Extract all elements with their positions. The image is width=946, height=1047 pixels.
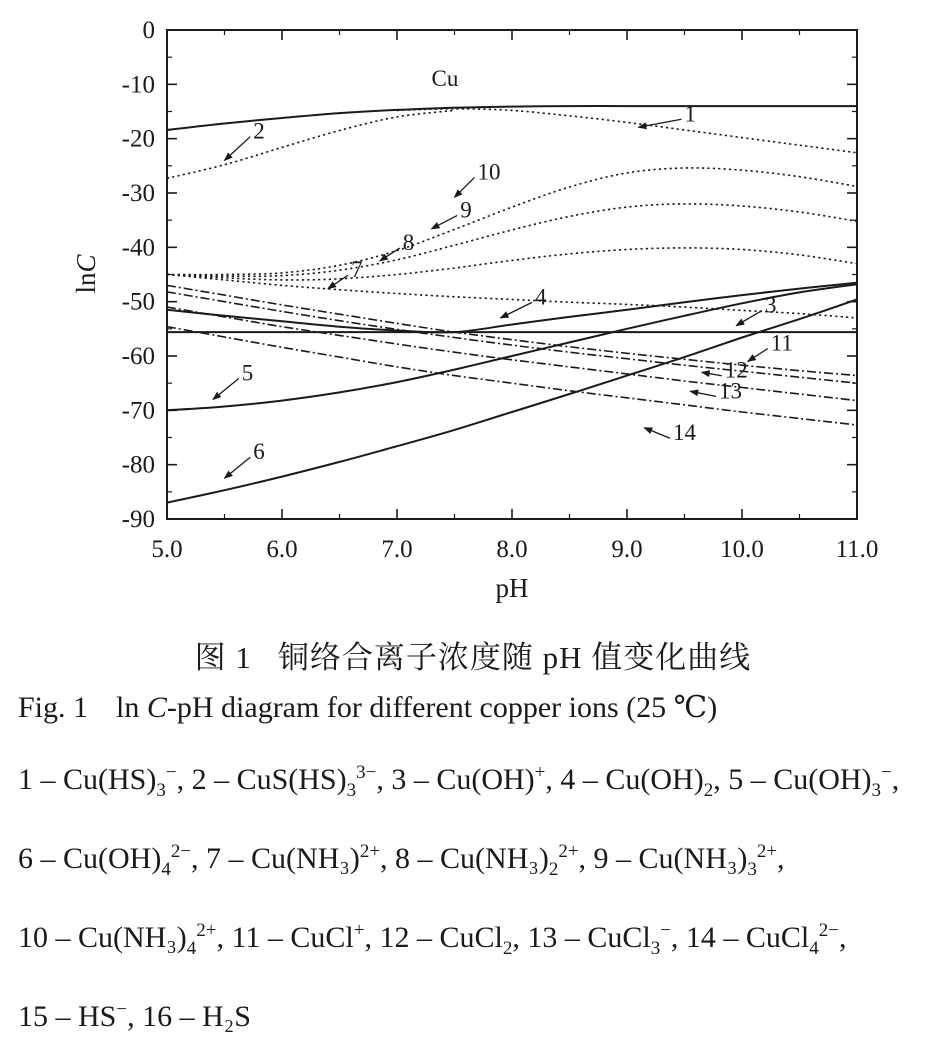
legend-item-number: 15 – — [18, 1000, 78, 1033]
y-tick-label: -50 — [121, 288, 155, 316]
legend-item — [560, 763, 714, 801]
legend-item-superscript: + — [353, 920, 365, 941]
curve-label-8: 8 — [402, 230, 415, 256]
curve-label-arrow — [748, 349, 768, 362]
curve-labels — [213, 66, 793, 478]
legend-item-superscript: 2+ — [558, 841, 579, 862]
legend-item-formula: HS — [78, 1000, 117, 1033]
curve-8 — [167, 248, 857, 283]
x-tick-label: 9.0 — [611, 536, 643, 563]
curve-label-cu: Cu — [431, 65, 459, 91]
curve-label-5: 5 — [241, 360, 254, 386]
legend-item — [593, 841, 778, 880]
curves — [167, 106, 857, 503]
curve-7 — [167, 275, 857, 319]
curve-label-9: 9 — [460, 197, 472, 223]
y-tick-label: 0 — [142, 17, 155, 44]
legend-item-subscript: 2 — [548, 859, 559, 880]
legend-item — [18, 920, 217, 959]
legend-item-formula: H₂S — [202, 1000, 251, 1033]
legend-item-number: 9 – — [593, 842, 639, 875]
legend-item-superscript: − — [165, 762, 177, 783]
legend-item-number: 16 – — [142, 1000, 203, 1033]
y-tick-label: -10 — [121, 71, 155, 99]
legend-item-number: 7 – — [206, 842, 252, 875]
y-axis-label-prefix: ln — [71, 272, 101, 294]
legend-item-number: 13 – — [527, 921, 588, 954]
legend-item-subscript: 3 — [346, 780, 357, 801]
legend-item-number: 5 – — [728, 763, 774, 796]
legend-item-number: 6 – — [18, 842, 63, 875]
legend-item-formula: Cu(OH) — [773, 763, 872, 796]
legend-item-formula: Cu(OH) — [63, 842, 162, 875]
caption-cn-title: 铜络合离子浓度随 pH 值变化曲线 — [277, 640, 752, 675]
legend-item — [685, 920, 839, 959]
legend-item-subscript: 3 — [747, 859, 757, 880]
legend-item-number: 1 – — [18, 763, 63, 796]
legend-item — [206, 842, 380, 875]
legend-item-subscript: 3 — [156, 780, 166, 801]
legend-item-subscript: 2 — [502, 938, 513, 959]
curve-label-arrow — [736, 311, 762, 326]
legend-item-superscript: 2+ — [359, 841, 381, 862]
legend-item-number: 8 – — [395, 842, 441, 875]
legend-item-superscript: 2+ — [196, 920, 217, 941]
y-tick-label: -90 — [121, 506, 155, 533]
curve-9 — [167, 204, 857, 276]
legend-item — [18, 762, 177, 801]
curve-14 — [167, 327, 857, 425]
x-tick-label: 10.0 — [720, 536, 764, 563]
caption-en-rest: -pH diagram for different copper ions (25 ℃) — [166, 691, 718, 724]
plot-frame — [167, 30, 857, 519]
curve-label-arrow — [639, 119, 682, 127]
legend-item-formula: Cu(OH) — [605, 763, 704, 796]
x-tick-label: 5.0 — [151, 536, 183, 563]
caption-en-prefix: ln — [116, 691, 147, 724]
curve-label-1: 1 — [684, 101, 696, 127]
legend-item — [18, 841, 192, 880]
y-axis-label — [71, 254, 101, 294]
y-tick-label: -20 — [121, 125, 155, 153]
legend-item-superscript: − — [660, 920, 671, 941]
curve-label-arrow — [455, 177, 475, 197]
curve-label-arrow — [225, 457, 251, 478]
legend-item-formula: CuCl — [587, 921, 651, 954]
x-tick-label: 7.0 — [381, 536, 413, 563]
curve-label-2: 2 — [253, 118, 265, 144]
x-tick-label: 11.0 — [835, 536, 879, 563]
legend-item-formula: Cu(NH₃) — [638, 842, 748, 875]
y-tick-label: -30 — [121, 180, 155, 207]
curve-label-arrow — [225, 137, 251, 161]
curve-label-arrow — [690, 391, 716, 396]
legend-item — [728, 762, 892, 801]
curve-label-6: 6 — [253, 439, 265, 465]
curve-label-7: 7 — [351, 257, 363, 283]
legend-item-formula: CuS(HS) — [236, 763, 347, 796]
legend-item — [527, 920, 671, 959]
legend-item-formula: Cu(NH₃) — [78, 921, 187, 954]
curve-label-arrow — [644, 428, 670, 438]
y-tick-label: -40 — [121, 234, 155, 262]
legend-item-number: 11 – — [231, 921, 291, 954]
caption-en-var: C — [146, 691, 167, 724]
legend-item-formula: Cu(NH₃) — [251, 842, 360, 875]
legend-item — [395, 841, 579, 880]
curve-label-arrow — [702, 372, 722, 375]
legend-item-formula: CuCl — [290, 921, 354, 954]
curve-label-arrow — [213, 378, 239, 399]
legend-item — [232, 921, 365, 954]
curve-10 — [167, 168, 857, 275]
caption-en-fig-num: Fig. 1 — [18, 691, 89, 724]
curve-label-arrow — [501, 302, 533, 318]
legend-item-subscript: 3 — [871, 780, 882, 801]
legend-item-formula: CuCl — [745, 921, 810, 954]
legend-item — [191, 762, 377, 801]
curve-label-13: 13 — [719, 378, 742, 404]
curve-label-10: 10 — [477, 159, 501, 185]
legend-item-formula: Cu(HS) — [63, 763, 157, 796]
y-axis-label-var: C — [71, 254, 101, 273]
legend-item-superscript: 3− — [356, 762, 377, 783]
legend-item-superscript: 2− — [170, 841, 192, 862]
legend-item-superscript: 2+ — [756, 841, 778, 862]
curve-label-11: 11 — [770, 330, 793, 356]
legend-item-subscript: 4 — [186, 938, 197, 959]
legend-item-subscript: 4 — [809, 938, 819, 959]
legend-item-number: 2 – — [191, 763, 237, 796]
legend-item-formula: Cu(OH) — [436, 763, 535, 796]
curve-label-4: 4 — [535, 284, 547, 310]
legend-item-superscript: 2− — [818, 920, 839, 941]
curve-1 — [397, 109, 857, 153]
legend-item-subscript: 4 — [161, 859, 171, 880]
curve-label-14: 14 — [673, 420, 696, 446]
legend-item-formula: Cu(NH₃) — [440, 842, 549, 875]
curve-12 — [167, 292, 857, 386]
legend-item-superscript: − — [116, 999, 128, 1020]
legend-item-superscript: − — [881, 762, 892, 783]
y-tick-label: -60 — [121, 343, 155, 370]
x-tick-label: 8.0 — [496, 536, 528, 563]
legend-item — [379, 921, 513, 959]
legend-item-number: 3 – — [391, 763, 437, 796]
legend-item — [142, 1000, 251, 1033]
legend-item-subscript: 2 — [703, 780, 714, 801]
legend-item — [391, 763, 545, 796]
species-legend: $1 - Cu(HS)_3^-$, $2 - CuS(HS)_3^{3-}$, 3 – Cu(OH)+, $4 - Cu(OH)_2$, $5 - Cu(OH)_3^-$, $6 - Cu(OH)_4^{2-}$, $7 - Cu(NH_3)^{2+}$, $8 - Cu(NH_3)_2^{2+}$, $9 - Cu(NH_3)_3^{2+}$, $10 - Cu(NH_3)_4^{2+}$, 11 – CuCl+, 12 – CuCl$_2$, 13 – CuCl$_3$−, 14 – CuCl$_4^{2-}$, 15 – HS−, 16 – H₂S — [18, 762, 900, 1033]
legend-item-number: 10 – — [18, 921, 78, 954]
y-tick-label: -70 — [121, 397, 155, 425]
legend-item-subscript: 3 — [650, 938, 661, 959]
legend-item — [18, 1000, 127, 1033]
curve-label-12: 12 — [724, 357, 748, 383]
curve-label-arrow — [432, 215, 458, 228]
y-tick-label: -80 — [121, 451, 155, 479]
curve-label-3: 3 — [765, 292, 777, 318]
figure-caption-chinese — [0, 632, 946, 677]
legend-item-number: 4 – — [560, 763, 606, 796]
legend-item-number: 12 – — [379, 921, 440, 954]
x-axis-label: pH — [495, 573, 529, 603]
legend-item-number: 14 – — [685, 921, 746, 954]
curve-label-arrow — [328, 275, 348, 288]
x-tick-label: 6.0 — [266, 536, 298, 563]
curve-2 — [167, 110, 455, 178]
legend-item-superscript: + — [534, 762, 546, 783]
caption-cn-fig-num: 图 1 — [194, 640, 252, 675]
legend-item-formula: CuCl — [439, 921, 503, 954]
figure-caption-english — [18, 690, 717, 725]
